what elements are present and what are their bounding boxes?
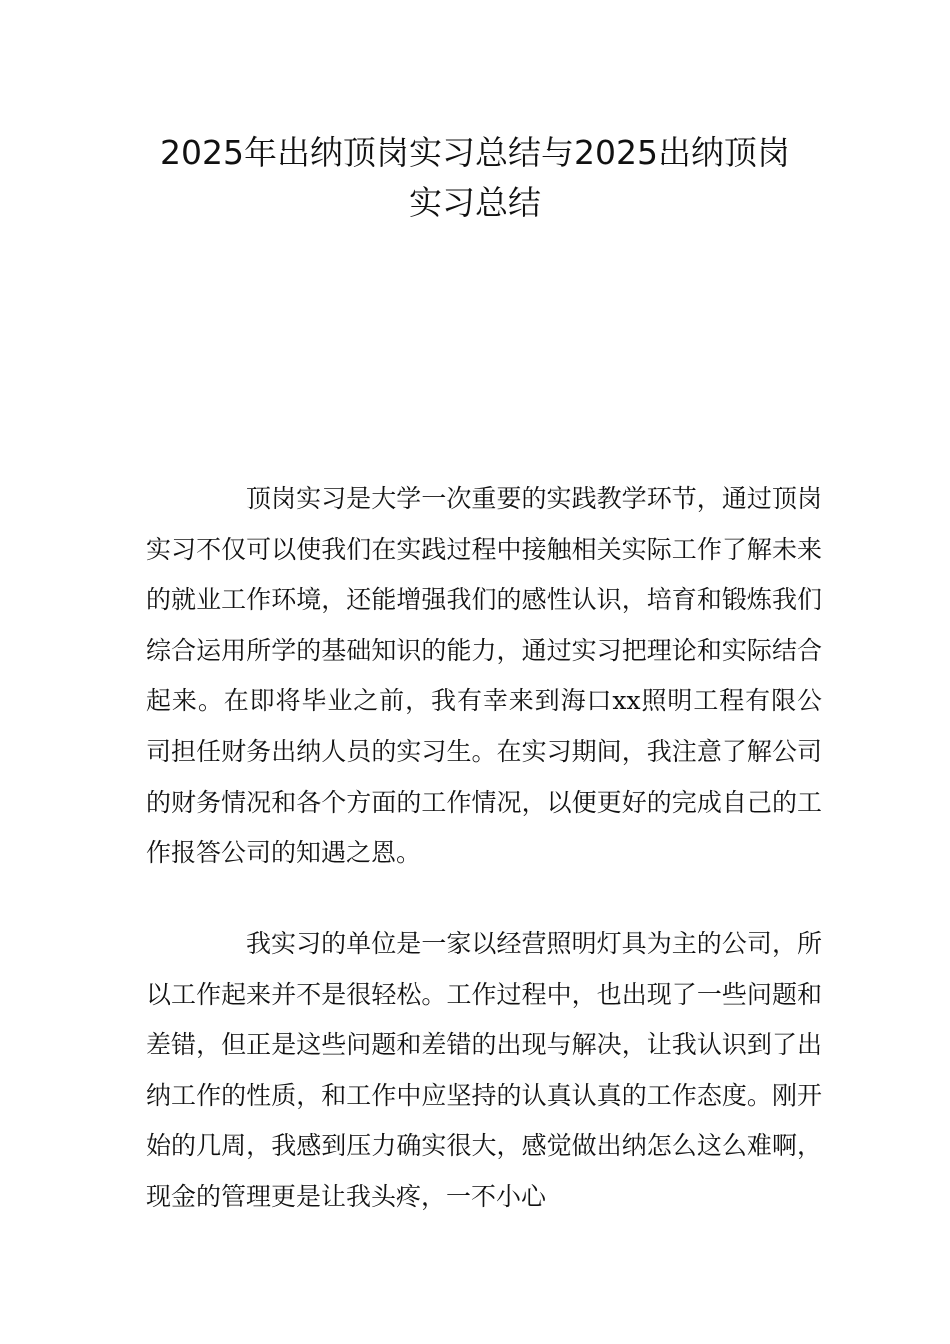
paragraph-2: 我实习的单位是一家以经营照明灯具为主的公司，所以工作起来并不是很轻松。工作过程中，也出现了一些问题和差错，但正是这些问题和差错的出现与解决，让我认识到了出纳工作的性质，和工作中应坚持的认真认真的工作态度。刚开始的几周，我感到压力确实很大，感觉做出纳怎么这么难啊，现金的管理更是让我头疼，一不小心 <box>146 929 822 1211</box>
paragraph-1: 顶岗实习是大学一次重要的实践教学环节，通过顶岗实习不仅可以使我们在实践过程中接触相关实际工作了解未来的就业工作环境，还能增强我们的感性认识，培育和锻炼我们综合运用所学的基础知识的能力，通过实习把理论和实际结合起来。在即将毕业之前，我有幸来到海口xx照明工程有限公司担任财务出纳人员的实习生。在实习期间，我注意了解公司的财务情况和各个方面的工作情况，以便更好的完成自己的工作报答公司的知遇之恩。 <box>146 484 822 868</box>
document-title <box>130 128 820 228</box>
title-line-2: 实习总结 <box>409 183 541 222</box>
title-line-1: 2025年出纳顶岗实习总结与2025出纳顶岗 <box>160 133 790 172</box>
